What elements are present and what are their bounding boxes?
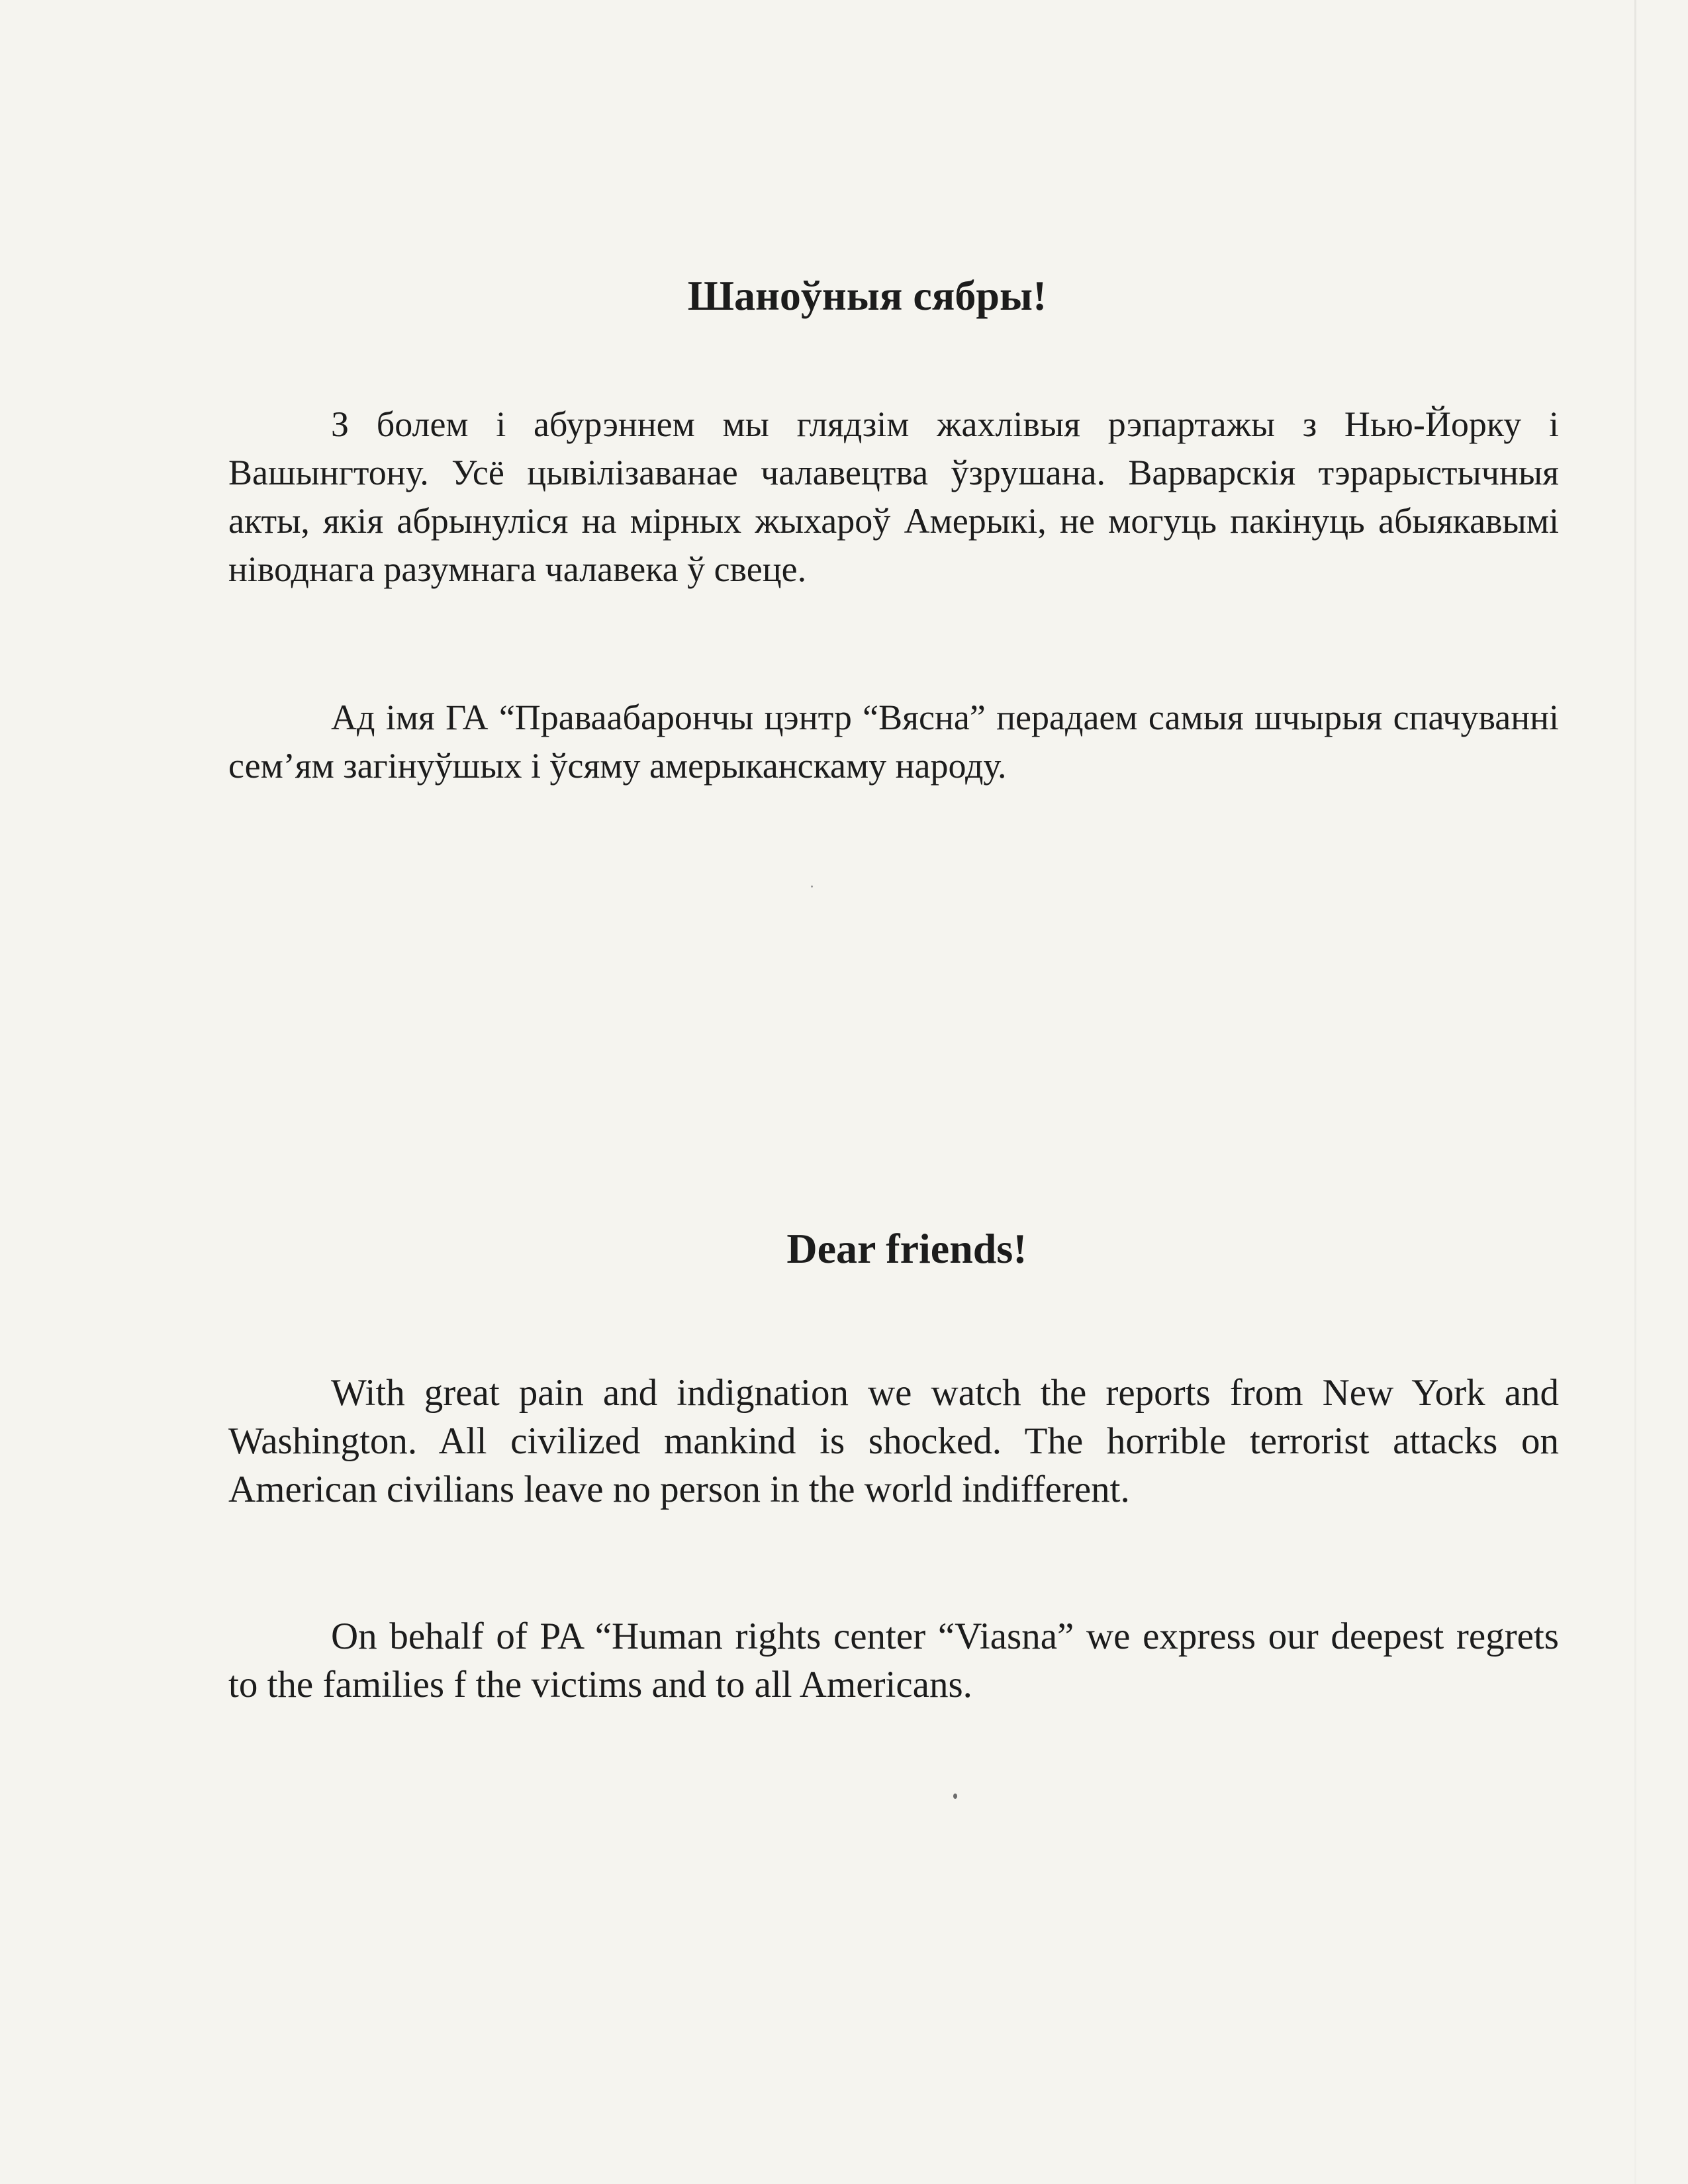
belarusian-paragraph-2: Ад імя ГА “Праваабарончы цэнтр “Вясна” перадаем самыя шчырыя спачуванні сем’ям загінуўшых і ўсяму амерыканскаму народу. [228, 698, 1559, 786]
english-title: Dear friends! [786, 1225, 1027, 1272]
belarusian-title: Шаноўныя сябры! [687, 272, 1047, 319]
paper-edge-shadow [1634, 0, 1636, 2184]
paper-speck [953, 1794, 957, 1799]
paper-speck [811, 886, 813, 887]
belarusian-paragraph-1: З болем і абурэннем мы глядзім жахлівыя рэпартажы з Нью-Йорку і Вашынгтону. Усё цывілізаванае чалавецтва ўзрушана. Варварскія тэрарыстычныя акты, якія абрынуліся на мірных жыхароў Амерыкі, не могуць пакінуць абыякавымі ніводнага разумнага чалавека ў свеце. [228, 404, 1559, 589]
english-paragraph-2: On behalf of PA “Human rights center “Viasna” we express our deepest regrets to the families f the victims and to all Americans. [228, 1615, 1559, 1706]
english-paragraph-1: With great pain and indignation we watch the reports from New York and Washington. All civilized mankind is shocked. The horrible terrorist attacks on American civilians leave no person in the world indifferent. [228, 1372, 1559, 1510]
